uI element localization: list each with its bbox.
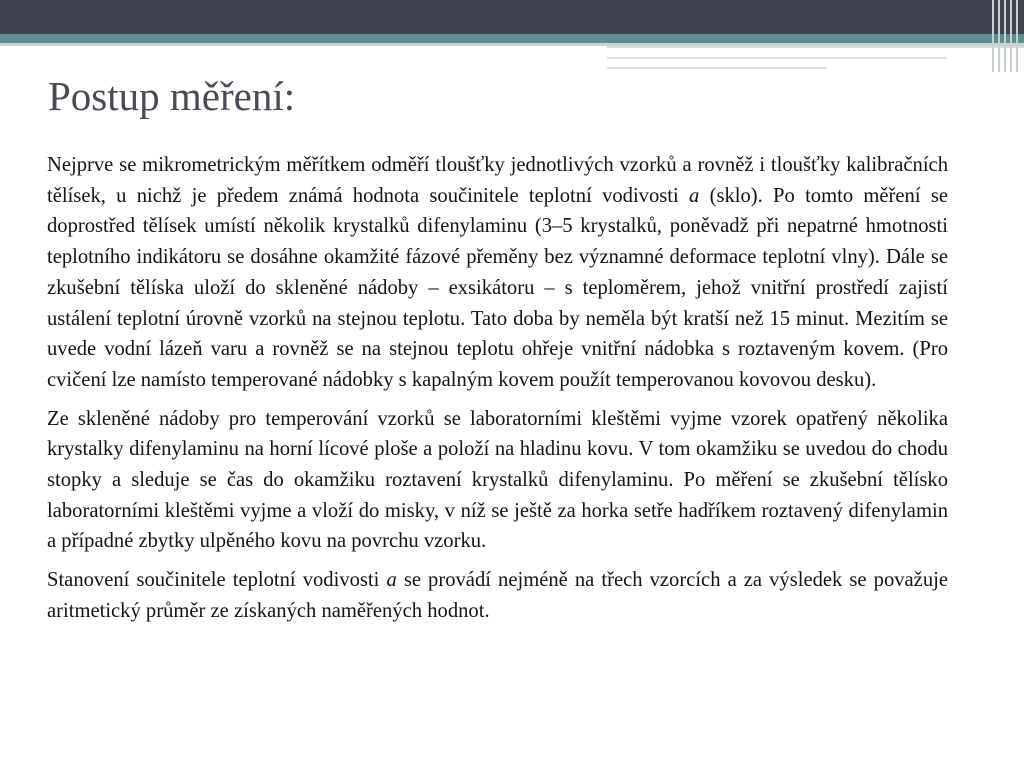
variable-a: a (689, 184, 700, 207)
paragraph-3-text-a: Stanovení součinitele teplotní vodivosti (47, 569, 387, 592)
slide-body (47, 150, 948, 635)
decorative-line (607, 57, 947, 59)
paragraph-3-text-b: se provádí nejméně na třech vzorcích a za výsledek se považuje aritmetický průměr ze získaných naměřených hodnot. (47, 569, 948, 622)
decorative-line (607, 67, 827, 69)
paragraph-1-text-b: (sklo). Po tomto měření se doprostřed tělísek umístí několik krystalků difenylaminu (3–5 krystalků, poněvadž při nepatrné hmotnosti teplotního indikátoru se dosáhne okamžité fázové přeměny bez významné deformace teplotní vlny). Dále se zkušební tělíska uloží do skleněné nádoby – exsikátoru – s teploměrem, jehož vnitřní prostředí zajistí ustálení teplotní úrovně vzorků na stejnou teplotu. Tato doba by neměla být kratší než 15 minut. Mezitím se uvede vodní lázeň varu a rovněž se na stejnou teplotu ohřeje vnitřní nádobka s roztaveným kovem. (Pro cvičení lze namísto temperované nádobky s kapalným kovem použít temperovanou kovovou desku). (47, 184, 948, 391)
paragraph-1 (47, 150, 948, 396)
header-teal-band (0, 34, 1024, 43)
decorative-line (607, 46, 1024, 48)
paragraph-3 (47, 565, 948, 626)
paragraph-1-text-a: Nejprve se mikrometrickým měřítkem odměří tloušťky jednotlivých vzorků a rovněž i tloušťky kalibračních tělísek, u nichž je předem známá hodnota součinitele teplotní vodivosti (47, 154, 948, 207)
paragraph-2: Ze skleněné nádoby pro temperování vzorků se laboratorními kleštěmi vyjme vzorek opatřený několika krystalky difenylaminu na horní lícové ploše a položí na hladinu kovu. V tom okamžiku se uvedou do chodu stopky a sleduje se čas do okamžiku roztavení krystalků difenylaminu. Po měření se zkušební tělísko laboratorními kleštěmi vyjme a vloží do misky, v níž se ještě za horka setře hadříkem roztavený difenylamin a případné zbytky ulpěného kovu na povrchu vzorku. (47, 407, 948, 553)
variable-a: a (386, 569, 397, 592)
decorative-vertical-lines (990, 0, 1024, 72)
header-dark-band (0, 0, 1024, 34)
slide-title: Postup měření: (48, 73, 296, 119)
